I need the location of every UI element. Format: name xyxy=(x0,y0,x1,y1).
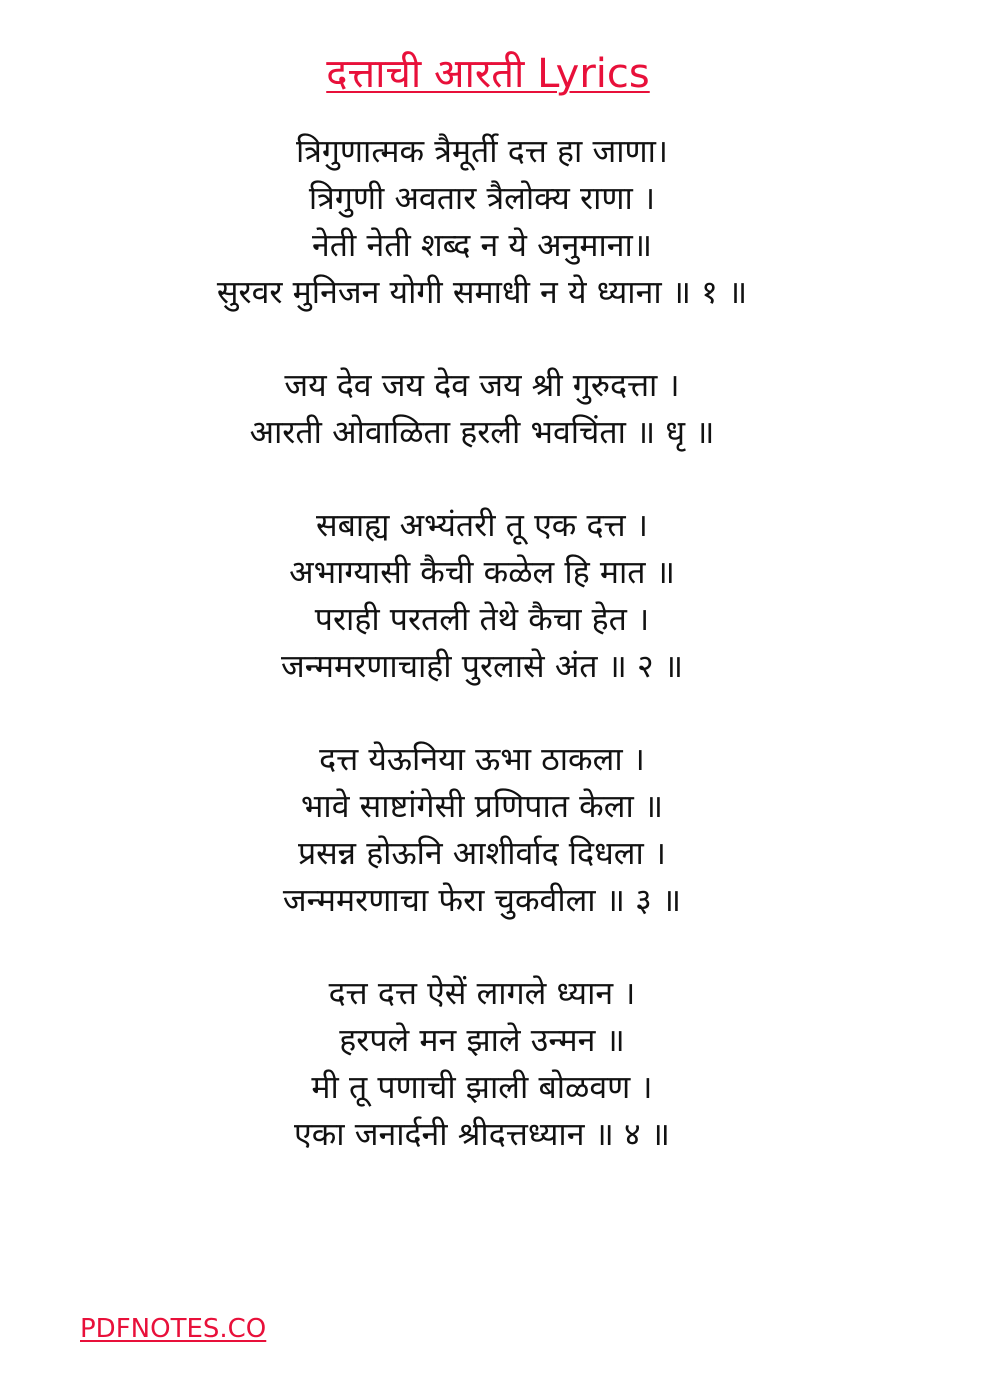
verse-line: त्रिगुणात्मक त्रैमूर्ती दत्त हा जाणा। xyxy=(295,132,669,170)
verse-line: जन्ममरणाचाही पुरलासे अंत ॥ २ ॥ xyxy=(281,647,683,685)
verse-line: अभाग्यासी कैची कळेल हि मात ॥ xyxy=(289,553,675,591)
verse-line: भावे साष्टांगेसी प्रणिपात केला ॥ xyxy=(300,787,664,825)
verse-line: सुरवर मुनिजन योगी समाधी न ये ध्याना ॥ १ ॥ xyxy=(216,273,748,311)
verse-line: प्रसन्न होऊनि आशीर्वाद दिधला । xyxy=(297,834,667,872)
verse-line: हरपले मन झाले उन्मन ॥ xyxy=(339,1021,625,1059)
verse-line: मी तू पणाची झाली बोळवण । xyxy=(311,1068,653,1106)
stanza-1 xyxy=(0,128,964,316)
footer-site-link[interactable]: PDFNOTES.CO xyxy=(80,1314,267,1344)
verse-line: जय देव जय देव जय श्री गुरुदत्ता । xyxy=(284,366,680,404)
verse-line: त्रिगुणी अवतार त्रैलोक्य राणा । xyxy=(308,179,656,217)
lyrics-body xyxy=(0,128,964,1204)
stanza-4 xyxy=(0,970,964,1158)
verse-line: सबाह्य अभ्यंतरी तू एक दत्त । xyxy=(316,506,648,544)
verse-line: पराही परतली तेथे कैचा हेत । xyxy=(314,600,650,638)
stanza-3 xyxy=(0,736,964,924)
verse-line: आरती ओवाळिता हरली भवचिंता ॥ धृ ॥ xyxy=(249,413,715,451)
page-title: दत्ताची आरती Lyrics xyxy=(326,51,650,97)
verse-line: दत्त दत्त ऐसें लागले ध्यान । xyxy=(328,974,636,1012)
verse-line: जन्ममरणाचा फेरा चुकवीला ॥ ३ ॥ xyxy=(282,881,682,919)
stanza-chorus xyxy=(0,362,964,456)
verse-line: एका जनार्दनी श्रीदत्तध्यान ॥ ४ ॥ xyxy=(294,1115,670,1153)
verse-line: नेती नेती शब्द न ये अनुमाना॥ xyxy=(311,226,652,264)
stanza-2 xyxy=(0,502,964,690)
verse-line: दत्त येऊनिया ऊभा ठाकला । xyxy=(319,740,645,778)
